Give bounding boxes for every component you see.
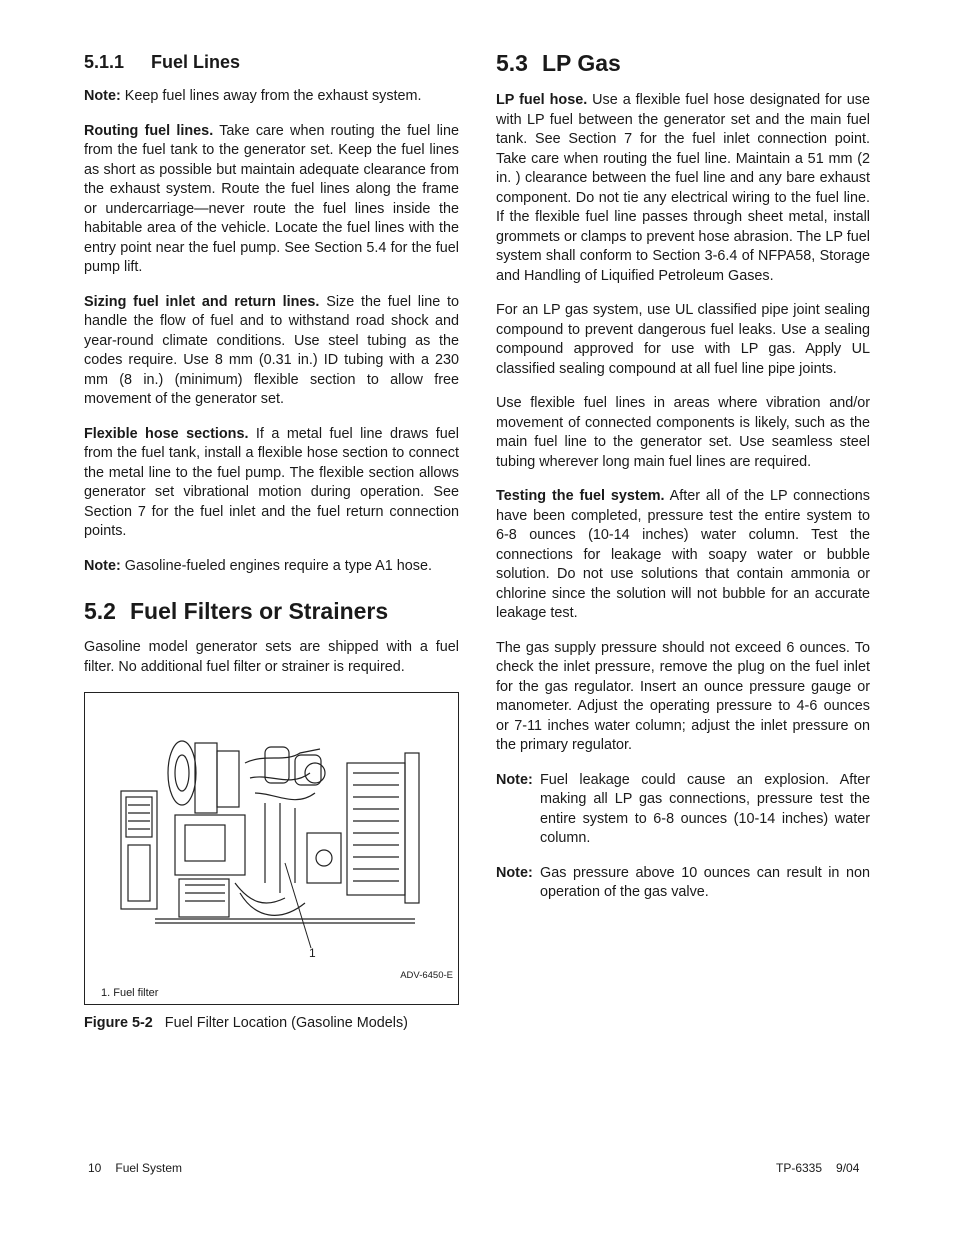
paragraph-routing: [84, 122, 459, 278]
paragraph-sizing: [84, 293, 459, 410]
note-leakage: [496, 771, 870, 849]
paragraph-filters: Gasoline model generator sets are shipped with a fuel filter. No additional fuel filter or strainer is required.: [84, 639, 459, 675]
note-gas-pressure: [496, 864, 870, 903]
paragraph-lead: Testing the fuel system.: [496, 488, 665, 504]
section-heading-lp-gas: [496, 50, 870, 77]
paragraph-text: Use a flexible fuel hose designated for use with LP fuel between the generator set and the main fuel tank. See Section 7 for the fuel inlet connection point. Take care when routing the fuel line. Maintain a 51 mm (2 in. ) clearance between the fuel line and any bare exhaust component. Do not tie any electrical wiring to the fuel line. If the flexible fuel line passes through sheet metal, install grommets or clamps to prevent hose abrasion. The LP fuel system shall conform to Section 3-6.4 of NFPA58, Storage and Handling of Liquified Petroleum Gases.: [496, 92, 871, 284]
footer-left: [88, 1161, 182, 1175]
paragraph-lead: LP fuel hose.: [496, 92, 588, 108]
note-hose-type: [84, 557, 459, 577]
paragraph-lead: Flexible hose sections.: [84, 425, 249, 442]
paragraph-lp-hose: [496, 91, 870, 286]
note-text: Keep fuel lines away from the exhaust system.: [124, 88, 422, 104]
section-number: 5.3: [496, 50, 528, 76]
figure-fuel-filter: [84, 692, 459, 1005]
section-number: 5.2: [84, 598, 116, 624]
paragraph-flexible-lines: Use flexible fuel lines in areas where vibration and/or movement of connected components is likely, such as the main fuel line to the generator set. Use seamless steel tubing wherever long main fuel lines are required.: [496, 395, 870, 470]
section-title: Fuel Filters or Strainers: [129, 598, 389, 624]
section-heading-filters: [84, 598, 459, 625]
note-text: Gasoline-fueled engines require a type A1 hose.: [124, 557, 432, 574]
paragraph-flexible-hose: [84, 425, 459, 542]
footer-section: Fuel System: [115, 1161, 183, 1175]
paragraph-sealing: For an LP gas system, use UL classified pipe joint sealing compound to prevent dangerous fuel leaks. Use a sealing compound approved for use with LP gas. Apply UL classified sealing compound at all fuel line pipe joints.: [496, 302, 870, 377]
document-number: TP-6335: [776, 1161, 823, 1175]
paragraph-lead: Routing fuel lines.: [84, 122, 214, 139]
note-exhaust: [84, 87, 459, 107]
note-label: Note:: [84, 557, 121, 574]
section-heading-fuel-lines: [84, 52, 459, 73]
figure-caption-text: Fuel Filter Location (Gasoline Models): [164, 1015, 408, 1031]
paragraph-text: Size the fuel line to handle the flow of fuel and to withstand road shock and year-round climate conditions. Use steel tubing as the codes require. Use 8 mm (0.31 in.) ID tubing with a 230 mm (8 in.) (minimum) flexible section to allow free movement of the generator set.: [84, 293, 459, 407]
paragraph-text: Take care when routing the fuel line from the fuel tank to the generator set. Keep the fuel lines as short as possible but maintain adequate clearance from the exhaust system. Route the fuel lines along the frame or undercarriage—never route the fuel lines inside the habitable area of the vehicle. Locate the fuel lines with the entry point near the fuel pump. See Section 5.4 for the fuel pump lift.: [84, 122, 459, 275]
paragraph-text: After all of the LP connections have been completed, pressure test the entire system to 6-8 ounces (10-14 inches) water column. Test the connections for leakage with soapy water or bubble solution. Do not use solutions that contain ammonia or chlorine since the solution will not bubble for an accurate leakage test.: [496, 488, 870, 621]
figure-callout-number: 1: [309, 946, 316, 960]
document-date: 9/04: [836, 1161, 860, 1175]
section-title: Fuel Lines: [151, 52, 241, 72]
note-label: Note:: [84, 88, 121, 104]
right-column: [496, 50, 870, 918]
page-number: 10: [88, 1161, 102, 1175]
paragraph-text: If a metal fuel line draws fuel from the fuel tank, install a flexible hose section to connect the metal line to the fuel pump. The flexible section allows generator set vibrational motion during operation. See Section 7 for the fuel inlet and the fuel return connection points.: [84, 425, 460, 539]
note-label: Note:: [496, 864, 533, 881]
generator-drawing: [115, 733, 425, 963]
note-label: Note:: [496, 771, 533, 788]
left-column: [84, 50, 459, 1031]
footer-right: [776, 1161, 859, 1175]
note-text: Fuel leakage could cause an explosion. After making all LP gas connections, pressure test the entire system to 6-8 ounces (10-14 inches) water column.: [540, 771, 870, 846]
paragraph-lead: Sizing fuel inlet and return lines.: [84, 293, 320, 310]
section-number: 5.1.1: [84, 52, 125, 72]
figure-code: ADV-6450-E: [400, 970, 453, 981]
figure-caption-label: Figure 5-2: [84, 1015, 153, 1031]
figure-caption: [84, 1015, 459, 1031]
paragraph-testing: [496, 487, 870, 624]
section-title: LP Gas: [541, 50, 621, 76]
figure-legend: 1. Fuel filter: [101, 987, 159, 999]
note-text: Gas pressure above 10 ounces can result in non operation of the gas valve.: [540, 864, 870, 900]
paragraph-pressure: The gas supply pressure should not exceed 6 ounces. To check the inlet pressure, remove the plug on the fuel inlet for the gas regulator. Insert an ounce pressure gauge or manometer. Adjust the operating pressure to 4-6 ounces or 7-11 inches water column; adjust the inlet pressure on the primary regulator.: [496, 639, 870, 753]
